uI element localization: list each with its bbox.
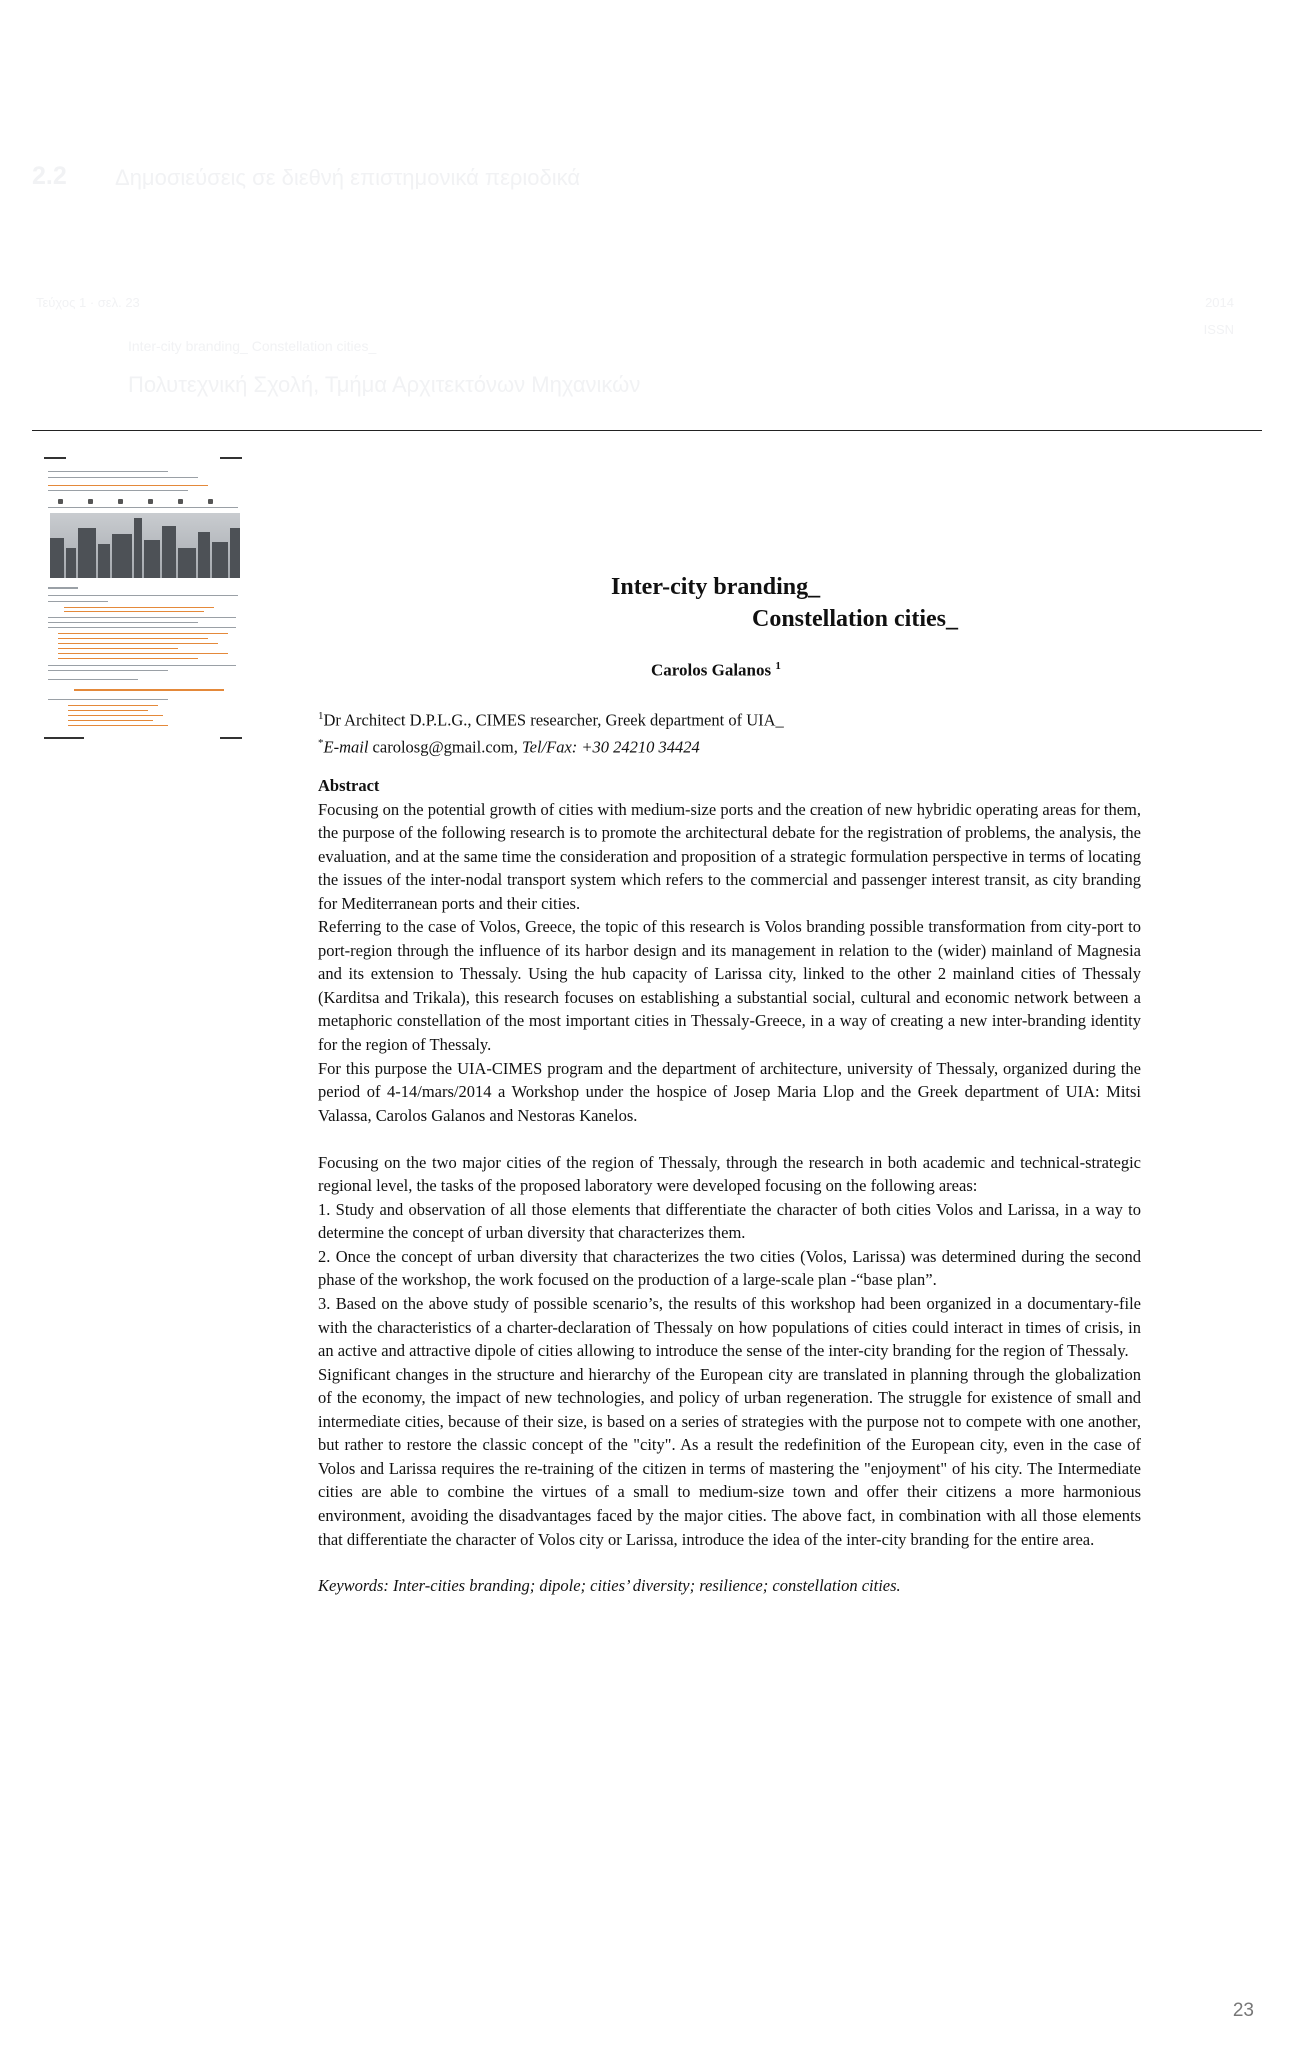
publication-year: 2014	[1205, 295, 1234, 310]
contact-superscript: *	[318, 736, 324, 749]
contact-line	[318, 732, 784, 759]
section-number: 2.2	[32, 162, 67, 190]
tel-fax: , Tel/Fax: +30 24210 34424	[513, 737, 700, 756]
section-title: Δημοσιεύσεις σε διεθνή επιστημονικά περιοδικά	[115, 165, 581, 190]
abstract-list-item: 1. Study and observation of all those elements that differentiate the character of both cities Volos and Larissa, in a way to determine the concept of urban diversity that characterizes them.	[318, 1199, 1141, 1243]
abstract-paragraph: Referring to the case of Volos, Greece, the topic of this research is Volos branding possible transformation from city-port to port-region through the influence of its harbor design and its management in relation to the (wider) mainland of Magnesia and its extension to Thessaly. Using the hub capacity of Larissa city, linked to the other 2 mainland cities of Thessaly (Karditsa and Trikala), this research focuses on establishing a substantial social, cultural and economic network between a metaphoric constellation of the most important cities in Thessaly-Greece, in a way of creating a new inter-branding identity for the region of Thessaly.	[318, 917, 1141, 1055]
page-number: 23	[1232, 2000, 1254, 2021]
author-affiliation	[318, 705, 784, 758]
abstract-paragraph: For this purpose the UIA-CIMES program and the department of architecture, university of Thessaly, organized during the period of 4-14/mars/2014 a Workshop under the hospice of Josep Maria Llop and the Greek department of UIA: Mitsi Valassa, Carolos Galanos and Nestoras Kanelos.	[318, 1058, 1141, 1125]
author-name	[651, 660, 781, 681]
abstract-list-item: 2. Once the concept of urban diversity that characterizes the two cities (Volos, Larissa) was determined during the second phase of the workshop, the work focused on the production of a large-scale plan -“base plan”.	[318, 1246, 1141, 1290]
paragraph-gap	[318, 1127, 1141, 1151]
abstract-list-item: 3. Based on the above study of possible scenario’s, the results of this workshop had been organized in a documentary-file with the characteristics of a charter-declaration of Thessaly on how populations of cities could interact in times of crisis, in an active and attractive dipole of cities allowing to introduce the sense of the inter-city branding for the region of Thessaly.	[318, 1294, 1141, 1361]
city-skyline-photo	[50, 513, 240, 578]
abstract-heading: Abstract	[318, 776, 380, 795]
affiliation-superscript: 1	[318, 710, 324, 722]
abstract-paragraph: Significant changes in the structure and hierarchy of the European city are translated in planning through the globalization of the economy, the impact of new technologies, and policy of urban regeneration. The struggle for existence of small and intermediate cities, because of their size, is based on a series of strategies with the purpose not to compete with one another, but rather to restore the classic concept of the "city". As a result the redefinition of the European city, even in the case of Volos and Larissa requires the re-training of the citizen in terms of mastering the "enjoyment" of his city. The Intermediate cities are able to combine the virtues of a small to medium-size town and offer their citizens a more harmonious environment, avoiding the disadvantages faced by the major cities. The above fact, in combination with all those elements that differentiate the character of Volos city or Larissa, introduce the idea of the inter-city branding for the entire area.	[318, 1364, 1141, 1549]
abstract-body	[318, 774, 1141, 1598]
author-name-text: Carolos Galanos	[651, 660, 772, 680]
conference-webpage-thumbnail	[44, 457, 246, 743]
paper-title-line-1: Inter-city branding_	[611, 574, 821, 600]
abstract-paragraph: Focusing on the potential growth of cities with medium-size ports and the creation of new hybridic operating areas for them, the purpose of the following research is to promote the architectural debate for the registration of problems, the analysis, the evaluation, and at the same time the consideration and proposition of a strategic formulation perspective in terms of locating the issues of the inter-nodal transport system which refers to the commercial and passenger interest transit, as city branding for Mediterranean ports and their cities.	[318, 799, 1141, 913]
horizontal-divider	[32, 430, 1262, 431]
publication-subtitle: Inter-city branding_ Constellation cities_	[128, 338, 377, 354]
publication-meta: Τεύχος 1 · σελ. 23	[36, 295, 140, 310]
abstract-paragraph: Focusing on the two major cities of the region of Thessaly, through the research in both academic and technical-strategic regional level, the tasks of the proposed laboratory were developed focusing on the following areas:	[318, 1152, 1141, 1196]
paper-title-line-2: Constellation cities_	[752, 606, 958, 632]
affiliation-text: Dr Architect D.P.L.G., CIMES researcher, Greek department of UIA_	[323, 710, 784, 730]
affiliation-line	[318, 705, 784, 732]
email-address: carolosg@gmail.com	[368, 737, 514, 756]
publication-institution: Πολυτεχνική Σχολή, Τμήμα Αρχιτεκτόνων Μηχανικών	[128, 372, 641, 397]
email-label: E-mail	[323, 737, 369, 756]
publication-issn: ISSN	[1203, 322, 1234, 337]
author-superscript: 1	[775, 660, 781, 672]
keywords: Keywords: Inter-cities branding; dipole; cities’ diversity; resilience; constellation cities.	[318, 1576, 901, 1596]
